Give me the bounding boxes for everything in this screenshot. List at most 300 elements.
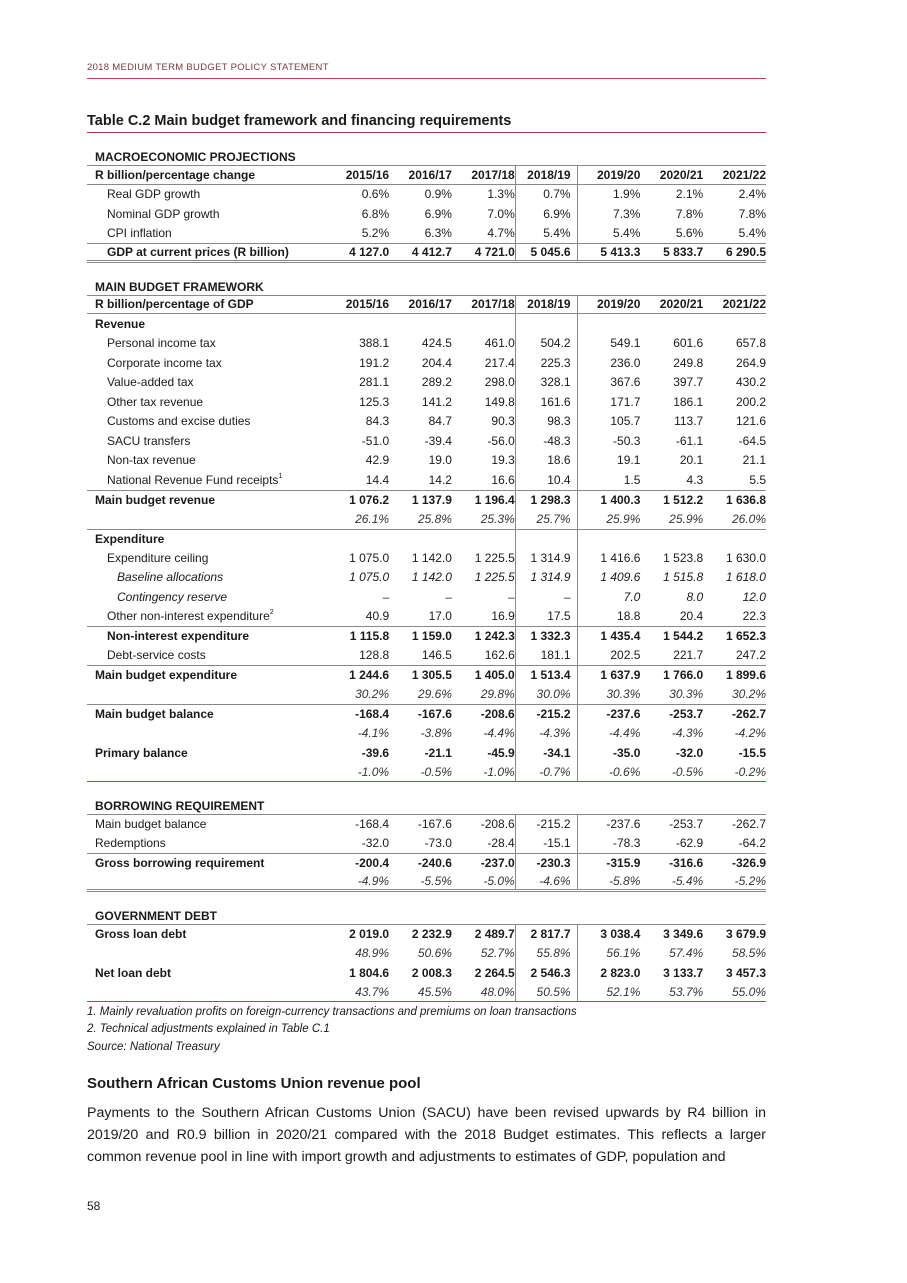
row-label (87, 629, 326, 643)
cell-value: 200.2 (736, 394, 767, 409)
cell-value: 52.7% (480, 946, 515, 961)
cell-value: 30.3% (606, 687, 641, 702)
cell-value: 20.1 (679, 453, 704, 468)
table-row (87, 587, 766, 607)
cell-value: -215.2 (515, 815, 578, 834)
cell-value: 26.1% (355, 511, 390, 526)
section-heading-label: MAIN BUDGET FRAMEWORK (95, 279, 264, 294)
cell-value: -315.9 (606, 856, 641, 871)
row-label (87, 590, 326, 604)
table-row (87, 873, 766, 893)
cell-value: -4.9% (357, 873, 390, 888)
section-heading (87, 146, 766, 165)
cell-value (326, 530, 389, 549)
cell-value (452, 314, 515, 334)
table-row (87, 431, 766, 451)
cell-value: 5 833.7 (663, 244, 704, 259)
cell-value: 1 242.3 (474, 629, 515, 644)
cell-value: 48.0% (480, 984, 515, 999)
cell-value: 1 899.6 (725, 668, 766, 683)
cell-value: 289.2 (421, 375, 452, 390)
table-row (87, 529, 766, 549)
cell-value: 1.9% (613, 187, 641, 202)
cell-value: 98.3 (515, 412, 578, 432)
cell-value: -61.1 (675, 433, 704, 448)
cell-value: -3.8% (420, 726, 452, 741)
cell-value: -208.6 (480, 817, 515, 832)
row-label-text: Other non-interest expenditure (107, 609, 270, 624)
row-label-text: Non-tax revenue (107, 453, 196, 468)
cell-value: 50.5% (515, 983, 578, 1002)
table-row (87, 924, 766, 944)
cell-value: 17.0 (428, 609, 452, 624)
cell-value: 17.5 (515, 607, 578, 627)
table-row (87, 983, 766, 1003)
cell-value: -32.0 (675, 745, 704, 760)
column-header-row (87, 295, 766, 315)
cell-value: -5.8% (609, 873, 641, 888)
row-label (87, 395, 326, 409)
row-label-text: Revenue (95, 316, 146, 331)
cell-value (640, 530, 703, 549)
cell-value: 7.0 (623, 589, 641, 604)
cell-value: 1 298.3 (515, 491, 578, 510)
header-unit-label: R billion/percentage change (95, 167, 256, 182)
row-label-text: Real GDP growth (107, 187, 201, 202)
cell-value: 2.1% (675, 187, 704, 202)
cell-value: -32.0 (361, 836, 390, 851)
cell-value: 1 244.6 (349, 668, 390, 683)
table-row (87, 373, 766, 393)
cell-value: 388.1 (359, 336, 390, 351)
section-heading: Southern African Customs Union revenue pool (87, 1075, 421, 1092)
row-label-text: Personal income tax (107, 336, 216, 351)
table-row (87, 763, 766, 783)
cell-value: 1 159.0 (411, 629, 452, 644)
cell-value: -240.6 (417, 856, 452, 871)
row-label (87, 375, 326, 389)
table-row (87, 509, 766, 529)
row-label (87, 707, 326, 721)
cell-value: -262.7 (731, 817, 766, 832)
cell-value: 52.1% (606, 984, 641, 999)
section-heading-label: BORROWING REQUIREMENT (95, 799, 265, 813)
cell-value: 50.6% (417, 946, 452, 961)
cell-value: 25.7% (515, 509, 578, 529)
cell-value: -0.5% (420, 764, 452, 779)
cell-value: -35.0 (613, 745, 641, 760)
year-header: 2020/21 (659, 297, 704, 312)
row-label (87, 966, 326, 980)
row-label-text: Main budget expenditure (95, 668, 238, 683)
table-row (87, 814, 766, 834)
row-label-text: Redemptions (95, 836, 166, 851)
table-row (87, 704, 766, 724)
row-label-text: Non-interest expenditure (107, 629, 250, 644)
cell-value: 0.7% (515, 185, 578, 205)
cell-value: -237.6 (606, 707, 641, 722)
cell-value: 6.3% (424, 226, 452, 241)
row-label (87, 356, 326, 370)
cell-value: -15.1 (515, 834, 578, 854)
cell-value: -48.3 (515, 431, 578, 451)
cell-value: -0.5% (671, 764, 704, 779)
cell-value: -4.1% (357, 726, 390, 741)
cell-value: 171.7 (610, 394, 641, 409)
cell-value: 6.8% (361, 206, 390, 221)
row-label (87, 570, 326, 584)
cell-value: -39.6 (361, 745, 390, 760)
cell-value: 7.0% (487, 206, 515, 221)
cell-value: -4.4% (483, 726, 515, 741)
row-label (87, 493, 326, 507)
cell-value: 25.3% (480, 511, 515, 526)
cell-value: -64.2 (738, 836, 766, 851)
table-row (87, 548, 766, 568)
body-paragraph: Payments to the Southern African Customs Union (SACU) have been revised upwards by R4 billion in 2019/20 and R0.9 billion in 2020/21 compared with the 2018 Budget estimates. This reflects a larger common revenue pool in line with import growth and adjustments to estimates of GDP, population and (87, 1105, 766, 1165)
cell-value: 4 412.7 (411, 244, 452, 259)
cell-value: -200.4 (355, 856, 390, 871)
year-header: 2018/19 (515, 166, 578, 184)
row-label-text: Gross borrowing requirement (95, 856, 265, 871)
cell-value: – (445, 589, 452, 604)
cell-value: 0.9% (424, 187, 452, 202)
cell-value: -167.6 (417, 817, 452, 832)
row-label-text: Primary balance (95, 745, 188, 760)
cell-value: 20.4 (679, 609, 704, 624)
budget-framework-table (87, 146, 766, 1002)
table-row (87, 490, 766, 510)
cell-value: 1 332.3 (515, 627, 578, 646)
cell-value: 1 618.0 (725, 570, 766, 585)
cell-value: -262.7 (731, 707, 766, 722)
cell-value: 5 045.6 (515, 244, 578, 260)
row-label-text: National Revenue Fund receipts (107, 472, 279, 487)
cell-value: 1 314.9 (515, 548, 578, 568)
cell-value: -73.0 (424, 836, 452, 851)
table-row (87, 944, 766, 964)
source-note: Source: National Treasury (87, 1040, 220, 1053)
cell-value: 3 679.9 (725, 927, 766, 942)
cell-value (703, 314, 766, 334)
cell-value: 430.2 (736, 375, 767, 390)
cell-value: -50.3 (613, 433, 641, 448)
cell-value: 84.3 (365, 414, 390, 429)
row-label (87, 453, 326, 467)
cell-value (515, 530, 578, 549)
table-row (87, 743, 766, 763)
row-label-text: Value-added tax (107, 375, 194, 390)
row-label (87, 668, 326, 682)
cell-value: 1 142.0 (411, 570, 452, 585)
row-label (87, 226, 326, 240)
cell-value: 5 413.3 (600, 244, 641, 259)
row-label-text: Customs and excise duties (107, 414, 251, 429)
row-label (87, 414, 326, 428)
table-row (87, 607, 766, 627)
table-row (87, 224, 766, 244)
cell-value: 281.1 (359, 375, 390, 390)
cell-value: -5.0% (483, 873, 515, 888)
cell-value: 25.8% (417, 511, 452, 526)
cell-value: 1 416.6 (600, 550, 641, 565)
cell-value: -4.2% (734, 726, 766, 741)
section-heading-label: GOVERNMENT DEBT (95, 909, 218, 923)
cell-value: 25.9% (606, 511, 641, 526)
cell-value: -4.3% (671, 726, 704, 741)
section-heading (87, 276, 766, 295)
cell-value: 2 489.7 (474, 927, 515, 942)
cell-value: -0.6% (609, 764, 641, 779)
cell-value (452, 530, 515, 549)
row-label (87, 434, 326, 448)
table-row (87, 685, 766, 705)
cell-value: -51.0 (361, 433, 390, 448)
cell-value: 4.7% (487, 226, 515, 241)
table-row (87, 243, 766, 263)
cell-value: 2 019.0 (349, 927, 390, 942)
year-header: 2015/16 (345, 167, 390, 182)
cell-value: 504.2 (515, 334, 578, 354)
cell-value: 7.8% (675, 206, 704, 221)
cell-value: 225.3 (515, 353, 578, 373)
cell-value: 58.5% (731, 946, 766, 961)
cell-value: 1 515.8 (663, 570, 704, 585)
cell-value: 461.0 (484, 336, 515, 351)
row-label (87, 207, 326, 221)
row-label (87, 856, 326, 870)
year-header: 2021/22 (722, 297, 766, 312)
section-heading (87, 905, 766, 924)
cell-value: 1 196.4 (474, 492, 515, 507)
cell-value (389, 530, 452, 549)
row-label-text: Main budget balance (95, 817, 207, 832)
cell-value: -5.2% (734, 873, 766, 888)
cell-value: -316.6 (669, 856, 704, 871)
cell-value: 5.4% (515, 224, 578, 244)
cell-value: -34.1 (515, 743, 578, 763)
cell-value: 1 523.8 (663, 550, 704, 565)
cell-value: 53.7% (669, 984, 704, 999)
page-number: 58 (87, 1199, 101, 1213)
cell-value: 3 457.3 (725, 965, 766, 980)
cell-value: -237.6 (606, 817, 641, 832)
cell-value: 161.6 (515, 392, 578, 412)
row-label (87, 927, 326, 941)
cell-value: 105.7 (610, 414, 641, 429)
row-label-text: Gross loan debt (95, 927, 187, 942)
cell-value: 191.2 (359, 355, 390, 370)
table-row (87, 334, 766, 354)
cell-value: 16.6 (491, 472, 515, 487)
row-label (87, 532, 326, 546)
section-heading-label: MACROECONOMIC PROJECTIONS (95, 150, 296, 164)
cell-value: -253.7 (669, 817, 704, 832)
cell-value (389, 314, 452, 334)
cell-value: 113.7 (674, 414, 704, 429)
cell-value: 2 823.0 (600, 965, 641, 980)
cell-value: 4 127.0 (349, 244, 390, 259)
cell-value: 1 075.0 (349, 550, 390, 565)
row-label-text: Debt-service costs (107, 648, 206, 663)
cell-value: -28.4 (487, 836, 515, 851)
cell-value: 1 512.2 (663, 492, 704, 507)
cell-value: 217.4 (484, 355, 515, 370)
cell-value: -0.2% (734, 764, 766, 779)
cell-value: -167.6 (417, 707, 452, 722)
footnote-marker: 2 (269, 609, 274, 617)
cell-value: 141.2 (421, 394, 452, 409)
table-row (87, 665, 766, 685)
row-label-text: Expenditure (95, 531, 165, 546)
cell-value: 397.7 (673, 375, 704, 390)
cell-value: -1.0% (357, 764, 390, 779)
year-header: 2015/16 (345, 297, 390, 312)
cell-value: 1 405.0 (474, 668, 515, 683)
cell-value: -326.9 (731, 856, 766, 871)
cell-value: 29.8% (480, 687, 515, 702)
cell-value: 1 225.5 (474, 550, 515, 565)
cell-value (703, 530, 766, 549)
cell-value: 14.2 (428, 472, 452, 487)
cell-value: -168.4 (355, 707, 390, 722)
cell-value: 5.2% (361, 226, 390, 241)
cell-value: 424.5 (421, 336, 452, 351)
table-row (87, 724, 766, 744)
cell-value: -39.4 (424, 433, 452, 448)
cell-value: -215.2 (515, 705, 578, 724)
cell-value: 1 435.4 (600, 629, 641, 644)
cell-value: 16.9 (491, 609, 515, 624)
cell-value: 298.0 (484, 375, 515, 390)
table-row (87, 451, 766, 471)
cell-value: 1 115.8 (349, 629, 390, 644)
cell-value: 5.4% (738, 226, 767, 241)
cell-value: 19.1 (617, 453, 641, 468)
cell-value: 0.6% (361, 187, 390, 202)
row-label (87, 317, 326, 331)
cell-value (578, 314, 641, 334)
year-header: 2019/20 (596, 297, 641, 312)
row-label-text: CPI inflation (107, 226, 172, 241)
cell-value: 21.1 (742, 453, 767, 468)
section-heading (87, 795, 766, 814)
cell-value: -168.4 (355, 817, 390, 832)
cell-value: – (382, 589, 390, 604)
cell-value: -64.5 (738, 433, 767, 448)
cell-value: 18.8 (617, 609, 641, 624)
year-header: 2016/17 (408, 167, 452, 182)
section-spacer (87, 263, 766, 276)
cell-value: -5.4% (671, 873, 704, 888)
cell-value: 1.3% (487, 187, 515, 202)
cell-value: 1 075.0 (349, 570, 390, 585)
cell-value: -253.7 (669, 707, 704, 722)
row-label-text: Expenditure ceiling (107, 550, 209, 565)
year-header: 2017/18 (471, 297, 515, 312)
year-header: 2019/20 (596, 167, 641, 182)
table-row (87, 853, 766, 873)
table-row (87, 646, 766, 666)
table-row (87, 470, 766, 490)
cell-value: 657.8 (736, 336, 767, 351)
cell-value: 25.9% (669, 511, 704, 526)
cell-value: 5.4% (613, 226, 641, 241)
cell-value: 247.2 (736, 648, 767, 663)
footnote-marker: 1 (278, 472, 283, 480)
row-label (87, 609, 326, 623)
header-unit-label: R billion/percentage of GDP (95, 297, 254, 312)
table-row (87, 626, 766, 646)
cell-value: -45.9 (487, 745, 515, 760)
cell-value (640, 314, 703, 334)
cell-value: -4.4% (609, 726, 641, 741)
table-row (87, 568, 766, 588)
cell-value: 2.4% (738, 187, 767, 202)
cell-value: 204.4 (421, 355, 452, 370)
row-label-text: Other tax revenue (107, 394, 204, 409)
cell-value: 1 314.9 (515, 568, 578, 588)
cell-value: 55.0% (731, 984, 766, 999)
cell-value: 1 544.2 (663, 629, 704, 644)
cell-value: 42.9 (365, 453, 390, 468)
cell-value: 149.8 (484, 394, 515, 409)
table-row (87, 834, 766, 854)
cell-value: 29.6% (417, 687, 452, 702)
cell-value: 3 038.4 (600, 927, 641, 942)
cell-value: 1 636.8 (725, 492, 766, 507)
table-row (87, 204, 766, 224)
cell-value: 1 142.0 (411, 550, 452, 565)
section-spacer (87, 782, 766, 795)
table-row (87, 353, 766, 373)
cell-value: 1 400.3 (600, 492, 641, 507)
cell-value: 12.0 (742, 589, 766, 604)
cell-value: 1 409.6 (600, 570, 641, 585)
cell-value: 8.0 (686, 589, 704, 604)
row-label-text: GDP at current prices (R billion) (107, 244, 289, 259)
cell-value: 30.0% (515, 685, 578, 705)
cell-value: 121.6 (736, 414, 767, 429)
cell-value: 328.1 (515, 373, 578, 393)
cell-value: -21.1 (424, 745, 452, 760)
footnote: 2. Technical adjustments explained in Table C.1 (87, 1023, 330, 1036)
cell-value: -78.3 (613, 836, 641, 851)
cell-value (326, 314, 389, 334)
cell-value: 1 076.2 (349, 492, 390, 507)
row-label-text: Nominal GDP growth (107, 206, 220, 221)
row-label-text: Corporate income tax (107, 355, 222, 370)
cell-value: -208.6 (480, 707, 515, 722)
cell-value: 146.5 (421, 648, 452, 663)
row-label-text: Baseline allocations (117, 570, 224, 585)
cell-value: 1 137.9 (411, 492, 452, 507)
cell-value: 57.4% (669, 946, 704, 961)
cell-value: 1 637.9 (600, 668, 641, 683)
cell-value: 84.7 (428, 414, 452, 429)
row-label-text: Contingency reserve (117, 589, 228, 604)
table-footnotes (87, 1004, 577, 1056)
row-label (87, 836, 326, 850)
cell-value: -4.3% (515, 724, 578, 744)
cell-value: 7.8% (738, 206, 767, 221)
cell-value: 1 630.0 (725, 550, 767, 565)
cell-value: 43.7% (355, 984, 390, 999)
cell-value: 10.4 (515, 470, 578, 490)
cell-value: -15.5 (738, 745, 766, 760)
table-row (87, 963, 766, 983)
section-spacer (87, 892, 766, 905)
